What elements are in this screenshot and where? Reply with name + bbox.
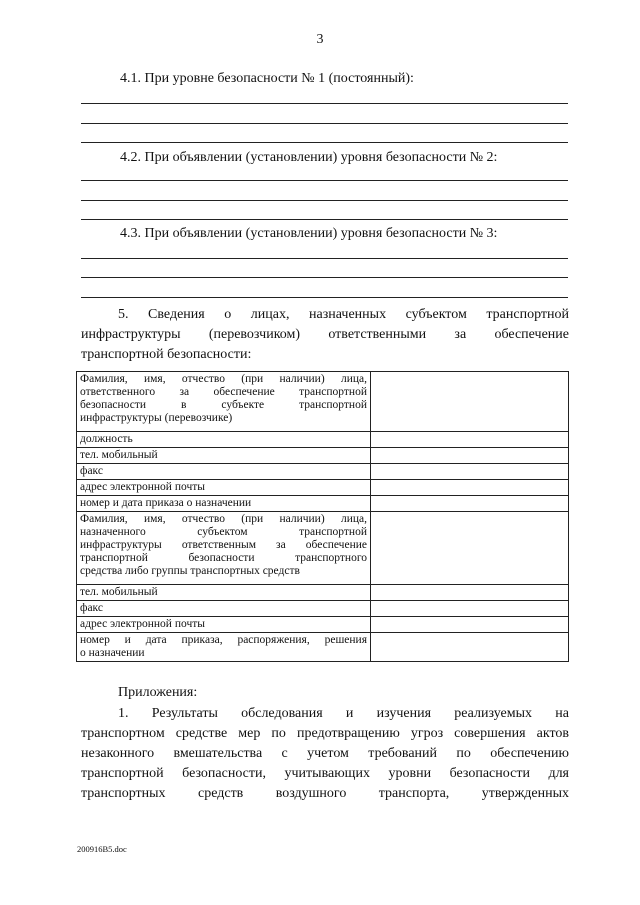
table-row [77, 464, 569, 480]
text-line: транспортной безопасности, учитывающих уровни безопасности для [81, 766, 569, 781]
text-line: транспортной безопасности транспортного [80, 552, 367, 564]
appendix-1-paragraph [81, 704, 569, 804]
appointment-order-label: номер и дата приказа о назначении [77, 496, 371, 512]
fill-line [81, 103, 568, 104]
text-line: транспортной безопасности: [81, 347, 252, 362]
text-line: назначенного субъектом транспортной [80, 526, 367, 538]
text-line: 1. Результаты обследования и изучения реализуемых на [118, 706, 569, 721]
position-value[interactable] [371, 432, 569, 448]
text-line: транспортных средств воздушного транспорта, утвержденных [81, 786, 569, 801]
fax-value[interactable] [371, 601, 569, 617]
text-line: 5. Сведения о лицах, назначенных субъектом транспортной [118, 307, 569, 322]
text-line: Фамилия, имя, отчество (при наличии) лица, [80, 373, 367, 385]
appointment-decision-value[interactable] [371, 633, 569, 662]
text-line: о назначении [80, 647, 145, 659]
text-line: инфраструктуры ответственным за обеспечение [80, 539, 367, 551]
fill-line [81, 180, 568, 181]
table-row [77, 372, 569, 432]
appointment-decision-label [77, 633, 371, 662]
mobile-phone-label: тел. мобильный [77, 585, 371, 601]
table-row [77, 617, 569, 633]
appendices-label: Приложения: [118, 685, 198, 700]
fax-label: факс [77, 601, 371, 617]
section-4-3-heading: 4.3. При объявлении (установлении) уровня безопасности № 3: [120, 226, 498, 241]
footer-filename: 200916B5.doc [77, 844, 127, 854]
email-label: адрес электронной почты [77, 617, 371, 633]
text-line: незаконного вмешательства с учетом требований по обеспечению [81, 746, 569, 761]
page-number: 3 [316, 32, 324, 47]
table-row [77, 633, 569, 662]
email-value[interactable] [371, 480, 569, 496]
fax-value[interactable] [371, 464, 569, 480]
fill-line [81, 277, 568, 278]
mobile-phone-value[interactable] [371, 448, 569, 464]
position-label: должность [77, 432, 371, 448]
fill-line [81, 123, 568, 124]
table-row [77, 480, 569, 496]
section-4-2-heading: 4.2. При объявлении (установлении) уровня безопасности № 2: [120, 150, 498, 165]
responsible-person-name-label [77, 372, 371, 432]
text-line: средства либо группы транспортных средств [80, 565, 300, 577]
table-row [77, 432, 569, 448]
responsible-persons-table [76, 371, 569, 662]
responsible-person-name-value[interactable] [371, 372, 569, 432]
mobile-phone-value[interactable] [371, 585, 569, 601]
appointment-order-value[interactable] [371, 496, 569, 512]
fill-line [81, 219, 568, 220]
table-row [77, 496, 569, 512]
text-line: инфраструктуры (перевозчике) [80, 412, 233, 424]
fill-line [81, 258, 568, 259]
fill-line [81, 200, 568, 201]
fill-line [81, 297, 568, 298]
text-line: ответственного за обеспечение транспортной [80, 386, 367, 398]
email-value[interactable] [371, 617, 569, 633]
table-row [77, 601, 569, 617]
email-label: адрес электронной почты [77, 480, 371, 496]
fax-label: факс [77, 464, 371, 480]
text-line: безопасности в субъекте транспортной [80, 399, 367, 411]
table-row [77, 585, 569, 601]
text-line: Фамилия, имя, отчество (при наличии) лица, [80, 513, 367, 525]
table-row [77, 448, 569, 464]
section-5-paragraph [81, 305, 569, 365]
table-row [77, 512, 569, 585]
vehicle-responsible-name-value[interactable] [371, 512, 569, 585]
text-line: номер и дата приказа, распоряжения, решения [80, 634, 367, 646]
vehicle-responsible-name-label [77, 512, 371, 585]
mobile-phone-label: тел. мобильный [77, 448, 371, 464]
section-4-1-heading: 4.1. При уровне безопасности № 1 (постоянный): [120, 71, 414, 86]
fill-line [81, 142, 568, 143]
text-line: инфраструктуры (перевозчиком) ответственными за обеспечение [81, 327, 569, 342]
text-line: транспортном средстве мер по предотвращению угроз совершения актов [81, 726, 569, 741]
